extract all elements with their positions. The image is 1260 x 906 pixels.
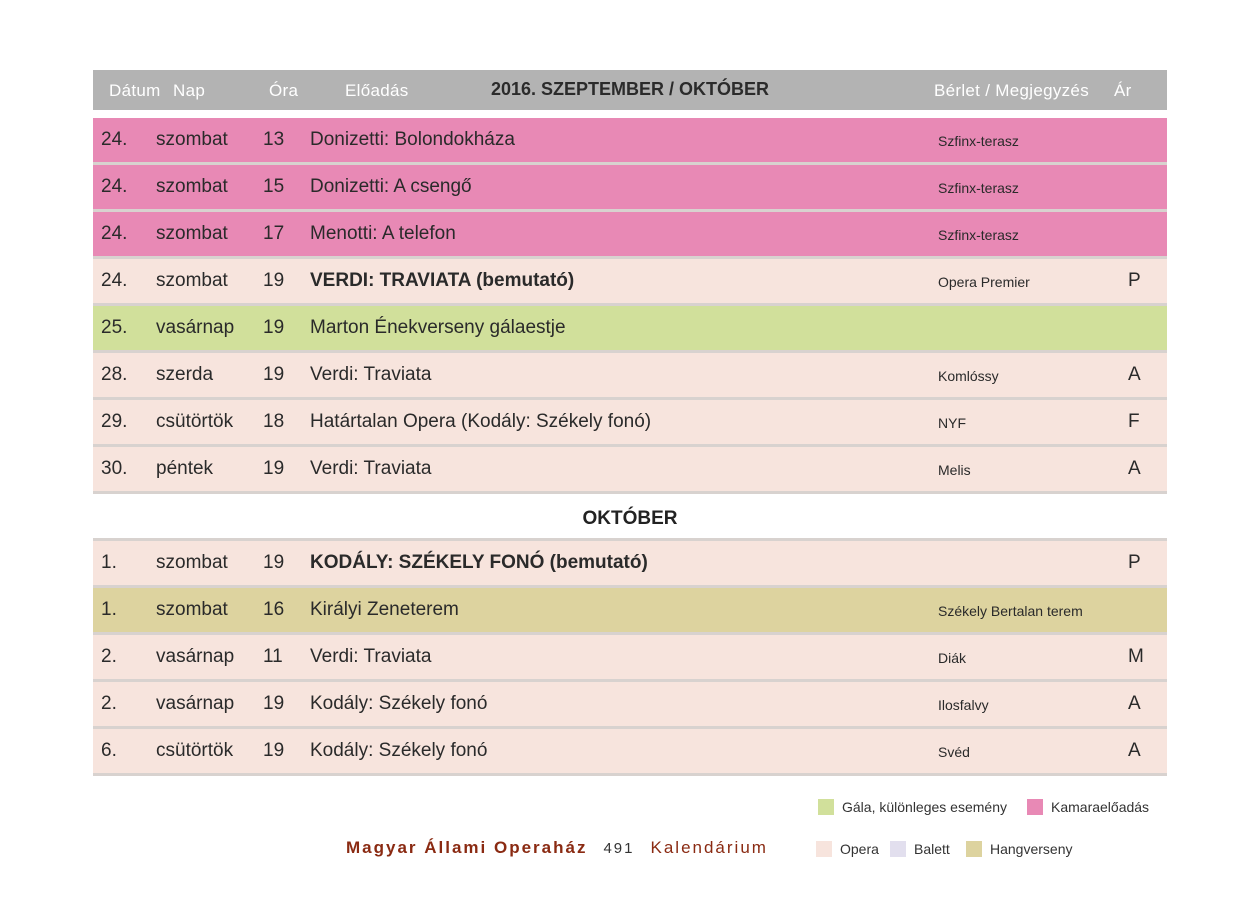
- page-number: 491: [603, 840, 635, 857]
- header-date: Dátum: [109, 81, 161, 100]
- row-price: A: [1128, 458, 1141, 479]
- row-date: 24.: [101, 176, 128, 197]
- row-date: 29.: [101, 411, 128, 432]
- row-performance: Határtalan Opera (Kodály: Székely fonó): [310, 411, 652, 432]
- table-row: [93, 729, 1167, 776]
- row-performance: Kodály: Székely fonó: [310, 740, 488, 761]
- row-date: 25.: [101, 317, 128, 338]
- table-row: [93, 541, 1167, 588]
- row-performance: Kodály: Székely fonó: [310, 693, 488, 714]
- row-note: Szfinx-terasz: [938, 180, 1019, 196]
- row-hour: 13: [263, 129, 285, 150]
- row-note: Ilosfalvy: [938, 697, 989, 713]
- table-row: [93, 682, 1167, 729]
- row-hour: 19: [263, 364, 285, 385]
- row-day: szerda: [156, 364, 214, 385]
- legend-hangverseny-swatch: [966, 841, 982, 857]
- table-row: [93, 118, 1167, 165]
- table-row: [93, 165, 1167, 212]
- month-heading-october: OKTÓBER: [93, 494, 1167, 541]
- row-day: vasárnap: [156, 693, 235, 714]
- schedule-table: [93, 70, 1167, 776]
- row-hour: 19: [263, 458, 285, 479]
- row-date: 24.: [101, 223, 128, 244]
- legend-kamara: [1027, 799, 1149, 815]
- table-row: [93, 212, 1167, 259]
- row-performance: Donizetti: Bolondokháza: [310, 129, 515, 150]
- row-note: Szfinx-terasz: [938, 133, 1019, 149]
- page-footer: [346, 838, 768, 858]
- row-hour: 19: [263, 740, 285, 761]
- row-date: 1.: [101, 599, 117, 620]
- row-price: M: [1128, 646, 1144, 667]
- row-note: Svéd: [938, 744, 970, 760]
- row-hour: 11: [263, 646, 283, 667]
- row-note: Diák: [938, 650, 967, 666]
- row-hour: 15: [263, 176, 285, 197]
- row-performance: Verdi: Traviata: [310, 458, 432, 479]
- row-price: A: [1128, 740, 1141, 761]
- row-day: szombat: [156, 599, 228, 620]
- row-hour: 19: [263, 693, 285, 714]
- row-hour: 18: [263, 411, 285, 432]
- header-performance: Előadás: [345, 81, 409, 100]
- table-row: [93, 635, 1167, 682]
- row-date: 2.: [101, 693, 117, 714]
- row-hour: 16: [263, 599, 285, 620]
- row-day: vasárnap: [156, 317, 235, 338]
- row-price: A: [1128, 693, 1141, 714]
- row-hour: 19: [263, 317, 285, 338]
- row-performance: Verdi: Traviata: [310, 364, 432, 385]
- row-hour: 19: [263, 552, 285, 573]
- row-price: A: [1128, 364, 1141, 385]
- table-row: [93, 447, 1167, 494]
- row-day: szombat: [156, 552, 228, 573]
- footer-title: Magyar Állami Operaház: [346, 838, 588, 857]
- row-price: P: [1128, 552, 1141, 573]
- row-day: csütörtök: [156, 740, 234, 761]
- header-price: Ár: [1114, 81, 1132, 100]
- legend-gala-label: Gála, különleges esemény: [842, 799, 1007, 815]
- row-performance: Verdi: Traviata: [310, 646, 432, 667]
- row-note: Komlóssy: [938, 368, 999, 384]
- header-day: Nap: [173, 81, 206, 100]
- row-note: Székely Bertalan terem: [938, 603, 1083, 619]
- row-note: Melis: [938, 462, 971, 478]
- row-date: 24.: [101, 270, 128, 291]
- row-day: szombat: [156, 129, 228, 150]
- row-date: 28.: [101, 364, 128, 385]
- row-day: szombat: [156, 176, 228, 197]
- row-hour: 17: [263, 223, 285, 244]
- row-note: Opera Premier: [938, 274, 1030, 290]
- row-day: vasárnap: [156, 646, 235, 667]
- row-performance: Királyi Zeneterem: [310, 599, 459, 620]
- legend-kamara-label: Kamaraelőadás: [1051, 799, 1150, 815]
- row-price: F: [1128, 411, 1140, 432]
- legend-opera: [816, 841, 879, 857]
- row-day: szombat: [156, 223, 228, 244]
- row-date: 30.: [101, 458, 128, 479]
- legend-balett-swatch: [890, 841, 906, 857]
- footer-subtitle: Kalendárium: [650, 838, 768, 857]
- table-title: 2016. SZEPTEMBER / OKTÓBER: [490, 79, 770, 99]
- row-performance: Marton Énekverseny gálaestje: [310, 317, 566, 338]
- table-row: [93, 400, 1167, 447]
- row-day: péntek: [156, 458, 214, 479]
- row-price: P: [1128, 270, 1141, 291]
- table-header: [93, 70, 1167, 110]
- legend-opera-label: Opera: [840, 841, 879, 857]
- row-date: 1.: [101, 552, 117, 573]
- table-row: [93, 259, 1167, 306]
- table-row: [93, 306, 1167, 353]
- table-row: [93, 588, 1167, 635]
- row-performance: VERDI: TRAVIATA (bemutató): [310, 270, 575, 291]
- legend-gala: [818, 799, 1007, 815]
- table-row: [93, 353, 1167, 400]
- header-hour: Óra: [269, 81, 299, 100]
- legend-balett: [890, 841, 950, 857]
- legend-balett-label: Balett: [914, 841, 950, 857]
- row-performance: Menotti: A telefon: [310, 223, 456, 244]
- row-note: NYF: [938, 415, 966, 431]
- row-note: Szfinx-terasz: [938, 227, 1019, 243]
- row-date: 24.: [101, 129, 128, 150]
- legend-gala-swatch: [818, 799, 834, 815]
- row-hour: 19: [263, 270, 285, 291]
- header-note: Bérlet / Megjegyzés: [934, 81, 1089, 100]
- legend-hangverseny-label: Hangverseny: [990, 841, 1073, 857]
- row-day: csütörtök: [156, 411, 234, 432]
- row-date: 2.: [101, 646, 117, 667]
- row-performance: KODÁLY: SZÉKELY FONÓ (bemutató): [310, 552, 648, 573]
- row-performance: Donizetti: A csengő: [310, 176, 472, 197]
- row-date: 6.: [101, 740, 117, 761]
- row-day: szombat: [156, 270, 228, 291]
- legend-hangverseny: [966, 841, 1073, 857]
- legend-kamara-swatch: [1027, 799, 1043, 815]
- legend-opera-swatch: [816, 841, 832, 857]
